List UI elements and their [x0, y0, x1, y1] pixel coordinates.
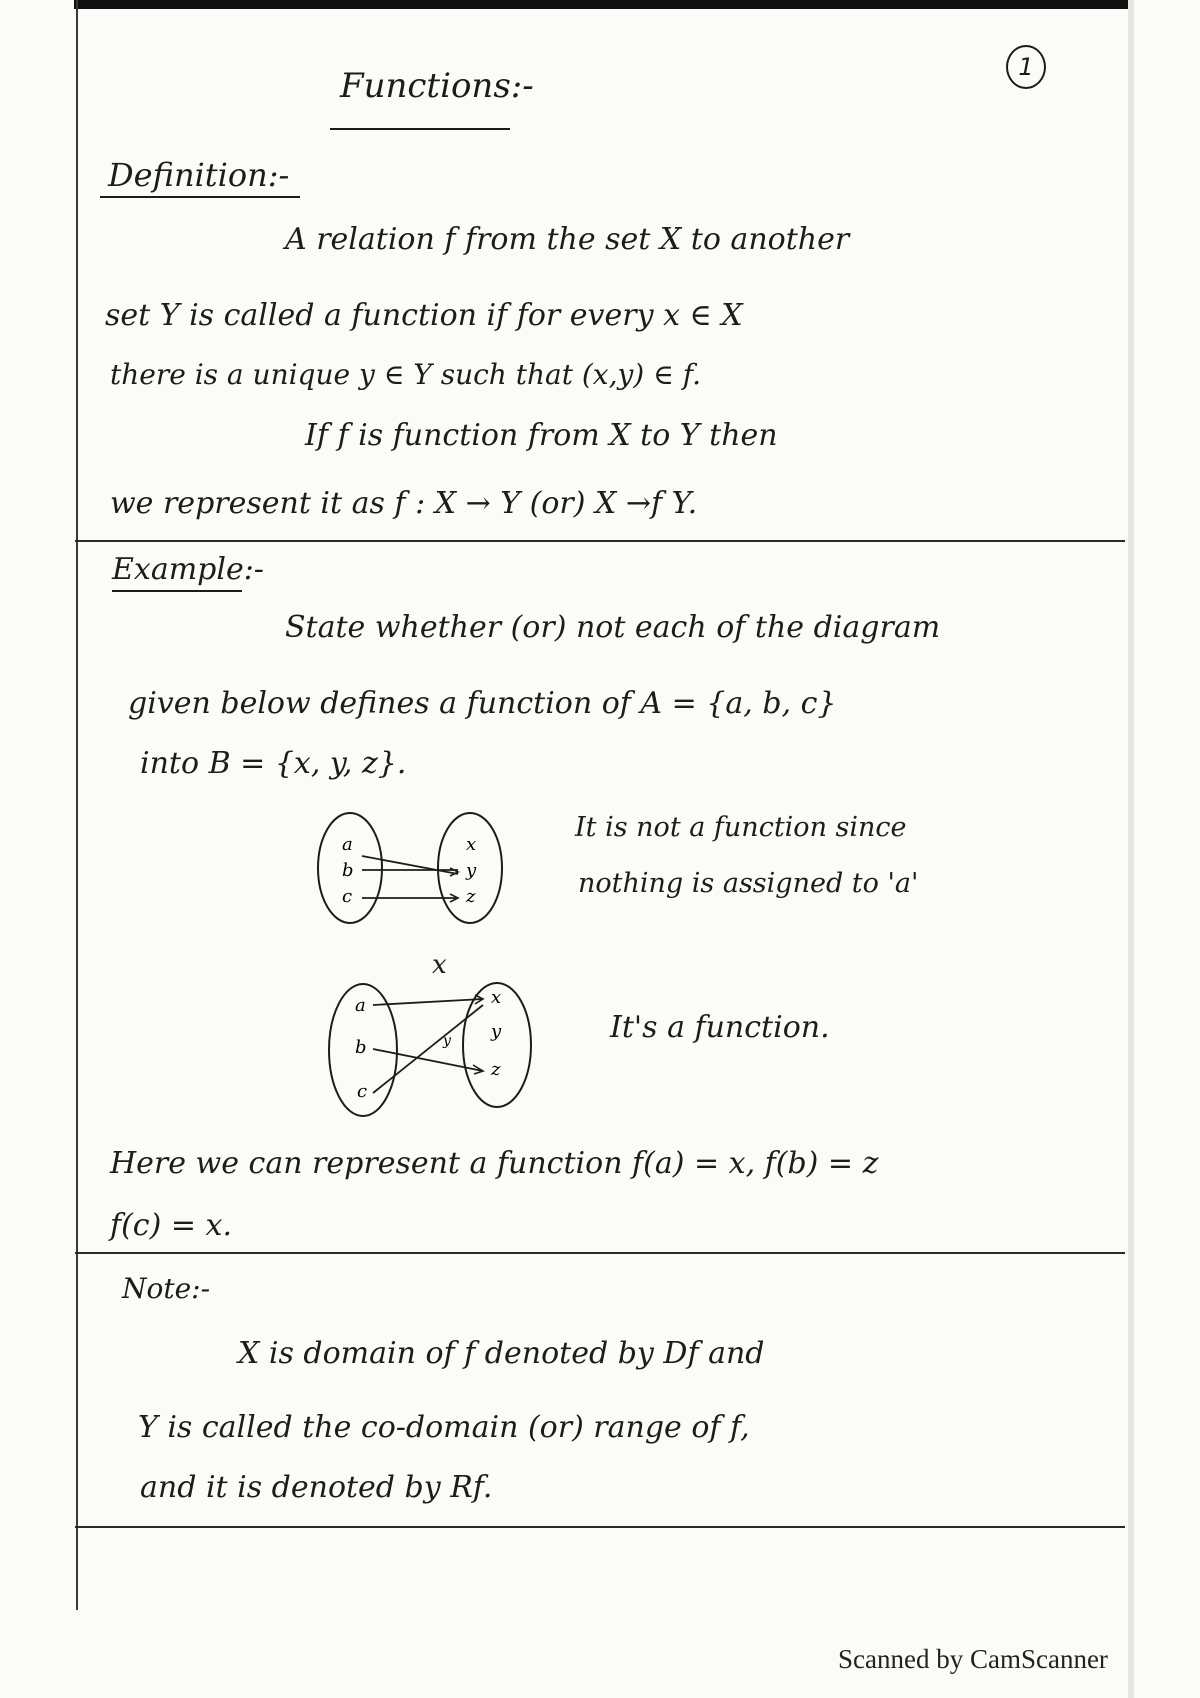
diagram1-remark-1: It is not a function since [575, 812, 907, 843]
section-divider [75, 1252, 1125, 1254]
definition-line-3: there is a unique y ∈ Y such that (x,y) ∈ f. [110, 358, 702, 391]
example-heading: Example:- [112, 552, 264, 587]
example-line-2: given below defines a function of A = {a, b, c} [128, 686, 837, 721]
note-line-2: Y is called the co-domain (or) range of f, [138, 1410, 750, 1445]
section-divider [75, 540, 1125, 542]
margin-line [76, 0, 78, 1610]
definition-line-1: A relation f from the set X to another [285, 222, 850, 257]
elem-x: x [466, 834, 477, 855]
example-underline [112, 590, 242, 592]
mid-label: y [443, 1033, 451, 1049]
scanner-watermark: Scanned by CamScanner [838, 1644, 1108, 1674]
definition-heading: Definition:- [108, 156, 290, 194]
example-line-3: into B = {x, y, z}. [140, 746, 407, 781]
arrow-c-x [373, 1005, 483, 1093]
elem-b: b [355, 1037, 367, 1058]
elem-c: c [342, 886, 353, 907]
definition-line-5: we represent it as f : X → Y (or) X →f Y. [110, 486, 698, 521]
elem-z: z [466, 886, 476, 907]
page-number: 1 [1006, 45, 1046, 89]
elem-c: c [357, 1081, 368, 1102]
arrow-a-x [373, 999, 483, 1005]
note-line-3: and it is denoted by Rf. [140, 1470, 493, 1505]
arrow-a-y [362, 856, 458, 874]
note-heading: Note:- [122, 1272, 211, 1305]
elem-y: y [466, 860, 477, 881]
elem-z: z [491, 1059, 501, 1080]
definition-underline [100, 196, 300, 198]
elem-a: a [355, 995, 366, 1016]
arrow-b-z [373, 1049, 483, 1071]
mapping-diagram-2 [325, 975, 535, 1125]
scan-top-edge [74, 0, 1134, 9]
page-title: Functions:- [340, 66, 534, 106]
elem-a: a [342, 834, 353, 855]
conclusion-line-1: Here we can represent a function f(a) = x, f(b) = z [110, 1146, 879, 1181]
mapping-diagram-1 [310, 808, 510, 928]
section-divider [75, 1526, 1125, 1528]
conclusion-line-2: f(c) = x. [110, 1208, 232, 1243]
diagram2-top-label: x [432, 950, 447, 980]
definition-line-4: If f is function from X to Y then [305, 418, 778, 453]
scan-right-edge [1128, 0, 1134, 1698]
elem-x: x [491, 987, 502, 1008]
example-line-1: State whether (or) not each of the diagram [285, 610, 941, 645]
elem-y: y [491, 1021, 502, 1042]
definition-line-2: set Y is called a function if for every x ∈ X [105, 298, 743, 333]
diagram1-remark-2: nothing is assigned to 'a' [578, 868, 919, 899]
title-underline [330, 128, 510, 130]
note-line-1: X is domain of f denoted by Df and [238, 1336, 765, 1371]
elem-b: b [342, 860, 354, 881]
diagram2-remark: It's a function. [610, 1010, 830, 1045]
